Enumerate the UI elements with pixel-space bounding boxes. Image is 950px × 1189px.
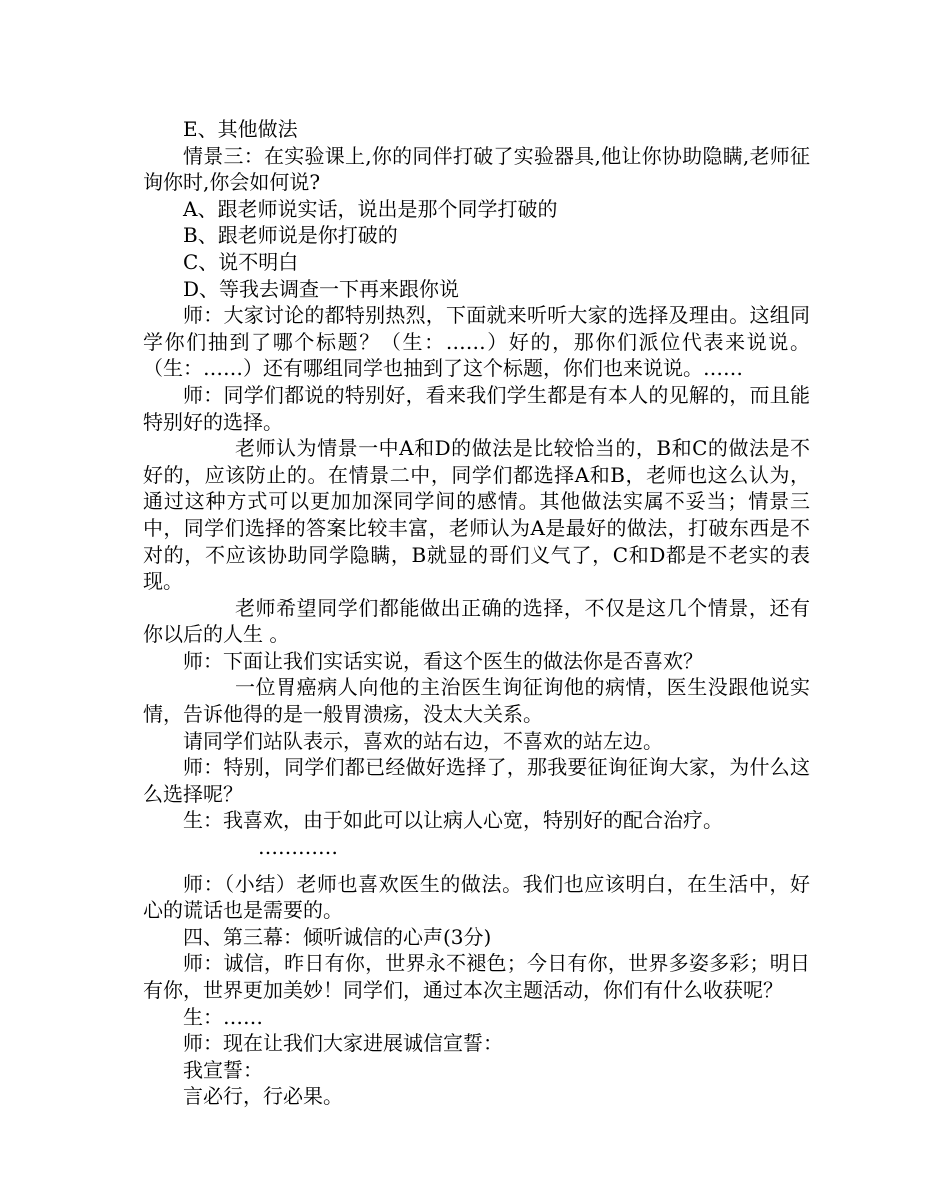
document-page xyxy=(143,116,810,1110)
teacher-integrity: 师：诚信，昨日有你，世界永不褪色；今日有你，世界多姿多彩；明日有你，世界更加美妙！同学们，通过本次主题活动，你们有什么收获呢？ xyxy=(143,951,810,1002)
lineup-instruction: 请同学们站队表示，喜欢的站右边，不喜欢的站左边。 xyxy=(183,728,663,753)
option-d: D、等我去调查一下再来跟你说 xyxy=(183,276,460,301)
teacher-summary: 老师认为情景一中A和D的做法是比较恰当的，B和C的做法是不好的，应该防止的。在情景二中，同学们都选择A和B，老师也这么认为，通过这种方式可以更加加深同学间的感情。其他做法实属不妥当；情景三中，同学们选择的答案比较丰富，老师认为A是最好的做法，打破东西是不对的，不应该协助同学隐瞒，B就显的哥们义气了，C和D都是不老实的表现。 xyxy=(143,436,810,594)
teacher-hope: 老师希望同学们都能做出正确的选择，不仅是这几个情景，还有你以后的人生 。 xyxy=(143,595,810,647)
ellipsis: ………… xyxy=(258,835,338,860)
option-a: A、跟老师说实话，说出是那个同学打破的 xyxy=(183,196,558,221)
option-b: B、跟老师说是你打破的 xyxy=(183,223,398,248)
teacher-discussion: 师：大家讨论的都特别热烈，下面就来听听大家的选择及理由。这组同学你们抽到了哪个标题？（生：……）好的，那你们派位代表来说说。（生：……）还有哪组同学也抽到了这个标题，你们也来说说。…… xyxy=(143,303,810,381)
teacher-oath-intro: 师：现在让我们大家进展诚信宣誓： xyxy=(183,1031,503,1056)
student-answer: 生：我喜欢，由于如此可以让病人心宽，特别好的配合治疗。 xyxy=(183,808,723,833)
teacher-doctor-question: 师：下面让我们实话实说，看这个医生的做法你是否喜欢？ xyxy=(183,648,703,673)
student-reply: 生：…… xyxy=(183,1004,263,1029)
teacher-conclusion: 师：（小结）老师也喜欢医生的做法。我们也应该明白，在生活中，好心的谎话也是需要的。 xyxy=(143,871,810,923)
doctor-story: 一位胃癌病人向他的主治医生询征询他的病情，医生没跟他说实情，告诉他得的是一般胃溃疡，没太大关系。 xyxy=(143,675,810,727)
oath-title: 我宣誓： xyxy=(183,1057,263,1082)
teacher-praise: 师：同学们都说的特别好，看来我们学生都是有本人的见解的，而且能特别好的选择。 xyxy=(143,382,810,434)
option-e: E、其他做法 xyxy=(183,117,298,141)
option-c: C、说不明白 xyxy=(183,249,299,274)
scenario-three: 情景三：在实验课上,你的同伴打破了实验器具,他让你协助隐瞒,老师征询你时,你会如何说? xyxy=(143,143,810,195)
section-heading: 四、第三幕：倾听诚信的心声(3分) xyxy=(183,924,492,949)
teacher-ask-why: 师：特别，同学们都已经做好选择了，那我要征询征询大家，为什么这么选择呢？ xyxy=(143,755,810,806)
oath-line: 言必行，行必果。 xyxy=(183,1084,343,1109)
